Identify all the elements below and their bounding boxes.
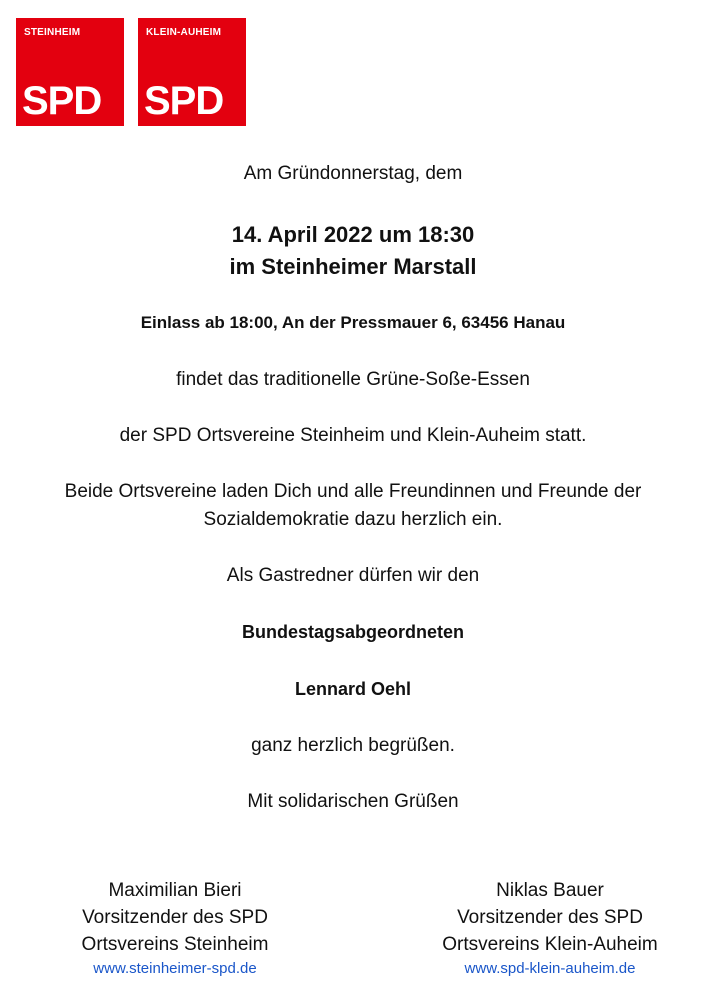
signature-klein-auheim [400, 877, 700, 980]
website-link[interactable]: www.steinheimer-spd.de [93, 960, 257, 977]
logo-mark: SPD [22, 79, 102, 123]
signer-role: Vorsitzender des SPD [457, 907, 643, 928]
intro-text: Am Gründonnerstag, dem [243, 163, 463, 184]
closing-greeting: Mit solidarischen Grüßen [247, 791, 459, 812]
signer-organization: Ortsvereins Steinheim [81, 934, 269, 955]
event-description: findet das traditionelle Grüne-Soße-Essen [176, 369, 530, 390]
logo-spd-steinheim [16, 18, 124, 126]
guest-intro: Als Gastredner dürfen wir den [226, 565, 480, 586]
signer-organization: Ortsvereins Klein-Auheim [442, 934, 658, 955]
signature-steinheim [25, 877, 325, 980]
guest-title: Bundestagsabgeordneten [241, 622, 465, 642]
event-venue: im Steinheimer Marstall [229, 254, 477, 279]
signer-name: Maximilian Bieri [108, 880, 242, 901]
signer-role: Vorsitzender des SPD [82, 907, 268, 928]
logo-spd-klein-auheim [138, 18, 246, 126]
invitation-line-2: Sozialdemokratie dazu herzlich ein. [203, 509, 503, 530]
logo-location-label: KLEIN-AUHEIM [146, 27, 222, 38]
invitation-line-1: Beide Ortsvereine laden Dich und alle Freundinnen und Freunde der [64, 481, 642, 502]
website-link[interactable]: www.spd-klein-auheim.de [464, 960, 636, 977]
entry-info: Einlass ab 18:00, An der Pressmauer 6, 63456 Hanau [140, 313, 566, 332]
organizer-text: der SPD Ortsvereine Steinheim und Klein-Auheim statt. [119, 425, 587, 446]
guest-outro: ganz herzlich begrüßen. [251, 735, 455, 756]
guest-name: Lennard Oehl [294, 679, 411, 699]
logo-location-label: STEINHEIM [24, 27, 81, 38]
logo-mark: SPD [144, 79, 224, 123]
signer-name: Niklas Bauer [496, 880, 604, 901]
event-date: 14. April 2022 um 18:30 [231, 222, 475, 247]
